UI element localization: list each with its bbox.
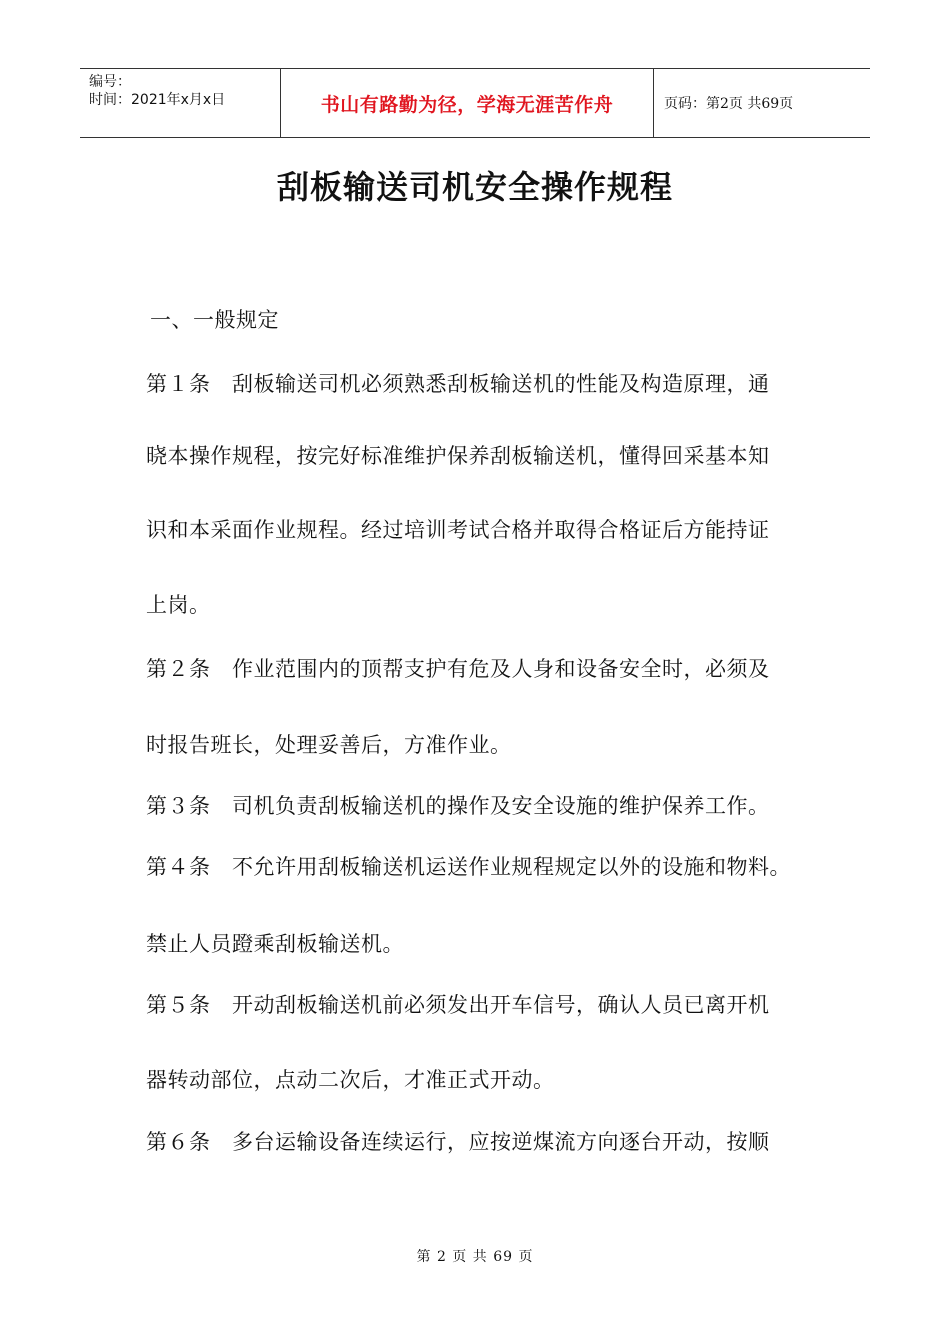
document-title: 刮板输送司机安全操作规程: [276, 168, 673, 206]
header-page-cell: [654, 69, 870, 137]
document-number-label: 编号：: [89, 74, 131, 90]
body-line: 禁止人员蹬乘刮板输送机。: [146, 932, 404, 956]
header-page-info: 页码：第2页 共69页: [664, 96, 794, 112]
header-meta-cell: [80, 69, 281, 137]
body-line: 第２条 作业范围内的顶帮支护有危及人身和设备安全时，必须及: [146, 657, 770, 681]
body-line: 第１条 刮板输送司机必须熟悉刮板输送机的性能及构造原理，通: [146, 372, 770, 396]
section-heading: 一、一般规定: [150, 308, 279, 332]
body-line: 第３条 司机负责刮板输送机的操作及安全设施的维护保养工作。: [146, 794, 770, 818]
header-motto-cell: [281, 69, 654, 137]
body-line: 识和本采面作业规程。经过培训考试合格并取得合格证后方能持证: [146, 518, 770, 542]
header-motto: 书山有路勤为径，学海无涯苦作舟: [320, 93, 614, 116]
body-line: 器转动部位，点动二次后，才准正式开动。: [146, 1068, 555, 1092]
page-footer: 第 2 页 共 69 页: [416, 1249, 534, 1265]
body-line: 第６条 多台运输设备连续运行，应按逆煤流方向逐台开动，按顺: [146, 1130, 770, 1154]
body-line: 晓本操作规程，按完好标准维护保养刮板输送机，懂得回采基本知: [146, 444, 770, 468]
body-line: 时报告班长，处理妥善后，方准作业。: [146, 733, 512, 757]
body-line: 第５条 开动刮板输送机前必须发出开车信号，确认人员已离开机: [146, 993, 770, 1017]
body-line: 第４条 不允许用刮板输送机运送作业规程规定以外的设施和物料。: [146, 855, 791, 879]
page-header: [80, 68, 870, 138]
body-line: 上岗。: [146, 593, 211, 617]
document-date: 时间：2021年x月x日: [89, 92, 226, 108]
